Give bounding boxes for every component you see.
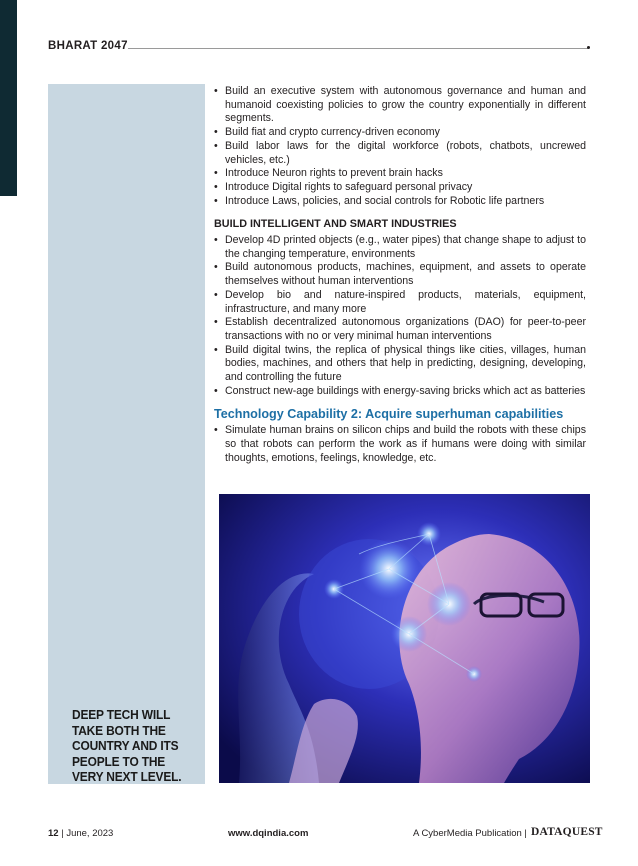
bullet-item: • Introduce Neuron rights to prevent brain hacks xyxy=(214,167,586,181)
issue-date: | June, 2023 xyxy=(58,828,114,839)
bullet-item: • Build digital twins, the replica of physical things like cities, villages, human bodies, machines, and others that help in predicting, designing, developing, and controlling the future xyxy=(214,344,586,385)
pullquote: DEEP TECH WILL TAKE BOTH THE COUNTRY AND ITS PEOPLE TO THE VERY NEXT LEVEL. xyxy=(72,707,182,784)
industries-bullet-list xyxy=(214,234,586,398)
industries-heading: BUILD INTELLIGENT AND SMART INDUSTRIES xyxy=(214,218,457,231)
bullet-item: • Introduce Laws, policies, and social controls for Robotic life partners xyxy=(214,195,586,209)
dataquest-logo: DATAQUEST xyxy=(531,826,603,838)
governance-bullet-list xyxy=(214,85,586,208)
corner-tab xyxy=(0,0,17,196)
bullet-item: • Construct new-age buildings with energy-saving bricks which act as batteries xyxy=(214,385,586,399)
capability-heading: Technology Capability 2: Acquire superhuman capabilities xyxy=(214,407,564,422)
bullet-item: • Build an executive system with autonomous governance and human and humanoid coexisting policies to grow the country exponentially in different segments. xyxy=(214,85,586,126)
footer-page xyxy=(48,828,113,839)
bullet-item: • Introduce Digital rights to safeguard personal privacy xyxy=(214,181,586,195)
header-rule xyxy=(128,48,588,49)
article-body xyxy=(214,85,586,465)
page-number: 12 xyxy=(48,828,59,839)
capability-bullet-list xyxy=(214,424,586,465)
running-title: BHARAT 2047 xyxy=(48,40,128,52)
bullet-item: • Establish decentralized autonomous organizations (DAO) for peer-to-peer transactions with no or very minimal human interventions xyxy=(214,316,586,343)
bullet-item: • Build autonomous products, machines, equipment, and assets to operate themselves without human interventions xyxy=(214,261,586,288)
bullet-item: • Develop 4D printed objects (e.g., water pipes) that change shape to adjust to the changing temperature, environments xyxy=(214,234,586,261)
footer-url[interactable]: www.dqindia.com xyxy=(228,828,309,839)
side-panel xyxy=(48,84,205,784)
bullet-item: • Build fiat and crypto currency-driven economy xyxy=(214,126,586,140)
bullet-item: • Simulate human brains on silicon chips and build the robots with these chips so that robots can perform the work as if humans were doing with similar thoughts, emotions, feelings, knowledge, etc. xyxy=(214,424,586,465)
ai-brain-illustration xyxy=(219,494,590,783)
header-rule-dot xyxy=(587,46,590,49)
bullet-item: • Build labor laws for the digital workforce (robots, chatbots, uncrewed vehicles, etc.) xyxy=(214,140,586,167)
bullet-item: • Develop bio and nature-inspired products, materials, equipment, infrastructure, and many more xyxy=(214,289,586,316)
footer-publisher: A CyberMedia Publication | xyxy=(413,828,527,839)
